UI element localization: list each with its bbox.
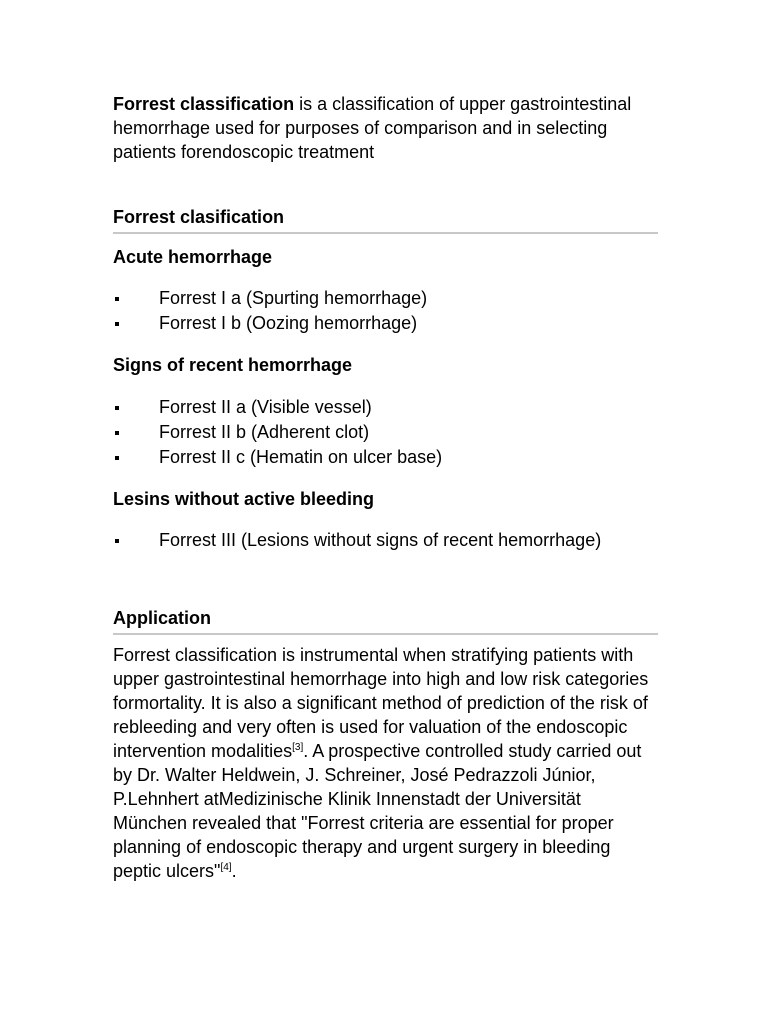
intro-paragraph — [113, 92, 658, 164]
bullet-icon — [115, 539, 119, 543]
article-body — [113, 92, 658, 883]
bullet-icon — [115, 297, 119, 301]
list-item: Forrest II c (Hematin on ulcer base) — [113, 445, 658, 470]
bullet-icon — [115, 431, 119, 435]
intro-text: is a classification of upper gastrointestinal hemorrhage used for purposes of comparison and in selecting patients forendoscopic treatment — [113, 94, 632, 162]
group-heading-acute: Acute hemorrhage — [113, 247, 273, 267]
list-item: Forrest I a (Spurting hemorrhage) — [113, 286, 658, 311]
intro-term: Forrest classification — [113, 94, 295, 114]
group-list-acute — [113, 286, 658, 336]
group-heading-no-bleeding: Lesins without active bleeding — [113, 489, 375, 509]
list-item: Forrest II b (Adherent clot) — [113, 420, 658, 445]
reference-4-link[interactable]: [4] — [220, 862, 232, 873]
list-item: Forrest II a (Visible vessel) — [113, 395, 658, 420]
bullet-icon — [115, 456, 119, 460]
group-list-no-bleeding — [113, 528, 658, 553]
group-list-recent — [113, 395, 658, 470]
list-item: Forrest I b (Oozing hemorrhage) — [113, 311, 658, 336]
group-heading-recent: Signs of recent hemorrhage — [113, 355, 353, 375]
reference-3-link[interactable]: [3] — [292, 742, 304, 753]
application-paragraph: Forrest classification is instrumental when stratifying patients with upper gastrointestinal hemorrhage into high and low risk categories formortality. It is also a significant method of prediction of the risk of rebleeding and very often is used for valuation of the endoscopic intervention modalities[3]. A prospective controlled study carried out by Dr. Walter Heldwein, J. Schreiner, José Pedrazzoli Júnior, P.Lehnhert atMedizinische Klinik Innenstadt der Universität München revealed that "Forrest criteria are essential for proper planning of endoscopic therapy and urgent surgery in bleeding peptic ulcers"[4]. — [113, 645, 649, 881]
bullet-icon — [115, 406, 119, 410]
list-item: Forrest III (Lesions without signs of recent hemorrhage) — [113, 528, 658, 553]
bullet-icon — [115, 322, 119, 326]
classification-heading: Forrest clasification — [113, 205, 658, 234]
application-heading: Application — [113, 606, 658, 635]
